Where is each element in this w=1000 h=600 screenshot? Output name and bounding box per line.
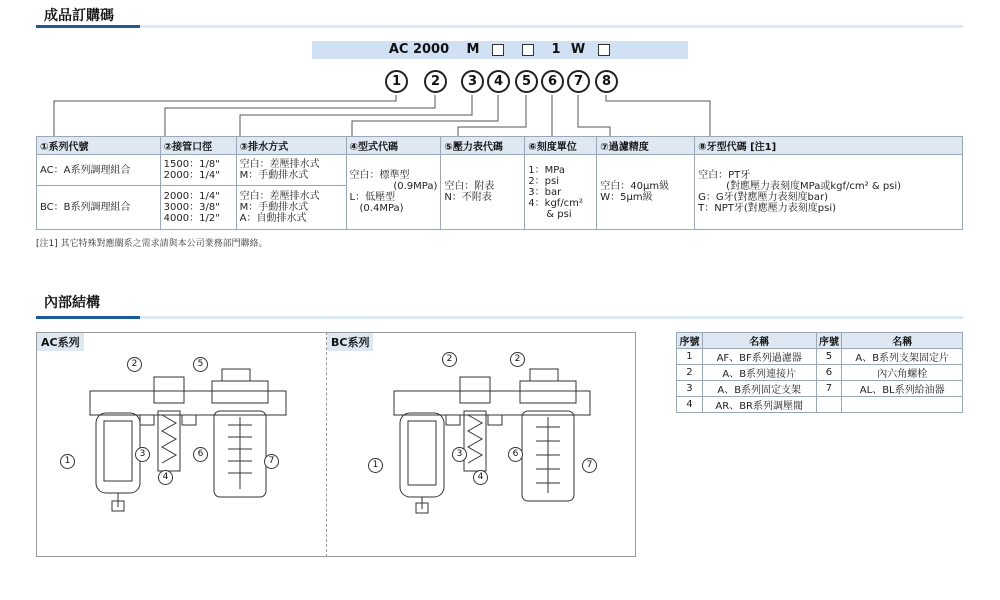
bc-structure-drawing: [380, 355, 600, 515]
unit-2: 2：psi: [528, 175, 559, 187]
thread-4: T：NPT牙(對應壓力表刻度psi): [698, 203, 837, 214]
code-circle-1: 1: [385, 70, 408, 93]
header-filter: ⑦過濾精度: [597, 137, 695, 155]
thread-1: 空白：PT牙: [698, 170, 751, 181]
code-model: AC 2000: [388, 42, 450, 57]
header-drain: ③排水方式: [236, 137, 346, 155]
part-no: 4: [677, 397, 703, 413]
ac-callout-4: 4: [158, 470, 173, 485]
header-unit: ⑥刻度單位: [525, 137, 597, 155]
unit-1: 1：MPa: [528, 164, 565, 176]
bc-callout-2a: 2: [442, 352, 457, 367]
part-name: A、B系列連接片: [702, 365, 816, 381]
cell-port-bc: [160, 186, 236, 230]
code-circle-4: 4: [487, 70, 510, 93]
cell-drain-bc: [236, 186, 346, 230]
ac-callout-5: 5: [193, 357, 208, 372]
structure-rule: [36, 316, 963, 319]
header-port: ②接管口徑: [160, 137, 236, 155]
code-m: M: [466, 42, 480, 57]
cell-unit: [525, 155, 597, 230]
cell-drain-ac: [236, 155, 346, 186]
part-no: 6: [816, 365, 842, 381]
part-name: [842, 397, 963, 413]
panel-label-ac: AC系列: [37, 333, 84, 351]
code-circle-6: 6: [541, 70, 564, 93]
code-circle-3: 3: [461, 70, 484, 93]
ac-callout-7: 7: [264, 454, 279, 469]
thread-2: (對應壓力表刻度MPa或kgf/cm² & psi): [726, 181, 902, 192]
code-w: W: [570, 42, 586, 57]
part-name: AL、BL系列給油器: [842, 381, 963, 397]
filter-2: W：5μm級: [600, 192, 653, 203]
drain-ac-1: 空白：差壓排水式: [239, 159, 320, 170]
gauge-2: N：不附表: [444, 192, 492, 203]
order-code-table: [36, 136, 963, 230]
parts-header-name-2: 名稱: [842, 333, 963, 349]
bc-callout-2b: 2: [510, 352, 525, 367]
type-1: 空白：標準型: [349, 170, 410, 181]
unit-5: & psi: [546, 208, 572, 220]
part-name: AR、BR系列調壓閥: [702, 397, 816, 413]
cell-gauge: [441, 155, 525, 230]
panel-label-bc: BC系列: [327, 333, 373, 351]
ac-callout-3: 3: [135, 447, 150, 462]
parts-table: [676, 332, 963, 413]
unit-4: 4：kgf/cm²: [528, 197, 583, 209]
part-no: 1: [677, 349, 703, 365]
cell-port-ac: [160, 155, 236, 186]
code-circle-5: 5: [515, 70, 538, 93]
port-ac-2: 2000：1/4": [163, 170, 220, 181]
code-circle-8: 8: [595, 70, 618, 93]
cell-series-bc: BC：B系列調理組合: [37, 186, 161, 230]
type-3: L：低壓型: [349, 192, 396, 203]
port-ac-1: 1500：1/8": [163, 159, 220, 170]
code-circle-2: 2: [424, 70, 447, 93]
part-name: 內六角螺栓: [842, 365, 963, 381]
header-gauge: ⑤壓力表代碼: [441, 137, 525, 155]
order-code-title: 成品訂購碼: [44, 8, 114, 24]
structure-rule-accent: [36, 316, 140, 319]
ac-callout-1: 1: [60, 454, 75, 469]
table-row: [677, 397, 963, 413]
ac-callout-2: 2: [127, 357, 142, 372]
cell-thread: [695, 155, 963, 230]
code-one: 1: [551, 42, 561, 57]
bc-callout-6: 6: [508, 447, 523, 462]
table-row-ac: [37, 155, 963, 186]
gauge-1: 空白：附表: [444, 181, 495, 192]
header-thread: ⑧牙型代碼 [注1]: [695, 137, 963, 155]
cell-series-ac: AC：A系列調理組合: [37, 155, 161, 186]
part-name: A、B系列固定支架: [702, 381, 816, 397]
bc-callout-7: 7: [582, 458, 597, 473]
header-series: ①系列代號: [37, 137, 161, 155]
panel-divider: [326, 332, 327, 557]
bc-callout-4: 4: [473, 470, 488, 485]
table-row: [677, 365, 963, 381]
filter-1: 空白：40μm級: [600, 181, 670, 192]
part-name: AF、BF系列過濾器: [702, 349, 816, 365]
part-name: A、B系列支架固定片: [842, 349, 963, 365]
part-no: 3: [677, 381, 703, 397]
cell-filter: [597, 155, 695, 230]
port-bc-3: 4000：1/2": [163, 213, 220, 224]
order-table-header-row: [37, 137, 963, 155]
type-2: (0.9MPa): [393, 181, 438, 192]
parts-header-name-1: 名稱: [702, 333, 816, 349]
drain-ac-2: M：手動排水式: [239, 170, 309, 181]
code-connector-lines: [0, 0, 1000, 140]
drain-bc-1: 空白：差壓排水式: [239, 191, 320, 202]
drain-bc-2: M：手動排水式: [239, 202, 309, 213]
table-row: [677, 349, 963, 365]
cell-type: [346, 155, 441, 230]
unit-3: 3：bar: [528, 186, 562, 198]
code-circle-7: 7: [567, 70, 590, 93]
ac-callout-6: 6: [193, 447, 208, 462]
port-bc-2: 3000：3/8": [163, 202, 220, 213]
table-row: [677, 381, 963, 397]
part-no: 5: [816, 349, 842, 365]
bc-callout-1: 1: [368, 458, 383, 473]
part-no: 2: [677, 365, 703, 381]
header-type: ④型式代碼: [346, 137, 441, 155]
bc-callout-3: 3: [452, 447, 467, 462]
parts-header-no-2: 序號: [816, 333, 842, 349]
ac-structure-drawing: [76, 355, 296, 515]
part-no: 7: [816, 381, 842, 397]
part-no: [816, 397, 842, 413]
type-4: (0.4MPa): [359, 203, 404, 214]
structure-title: 內部結構: [44, 295, 100, 311]
port-bc-1: 2000：1/4": [163, 191, 220, 202]
thread-3: G：G牙(對應壓力表刻度bar): [698, 192, 829, 203]
drain-bc-3: A：自動排水式: [239, 213, 307, 224]
parts-header-row: [677, 333, 963, 349]
footnote: [注1] 其它特殊對應關系之需求請與本公司業務部門聯絡。: [36, 239, 268, 249]
parts-header-no-1: 序號: [677, 333, 703, 349]
